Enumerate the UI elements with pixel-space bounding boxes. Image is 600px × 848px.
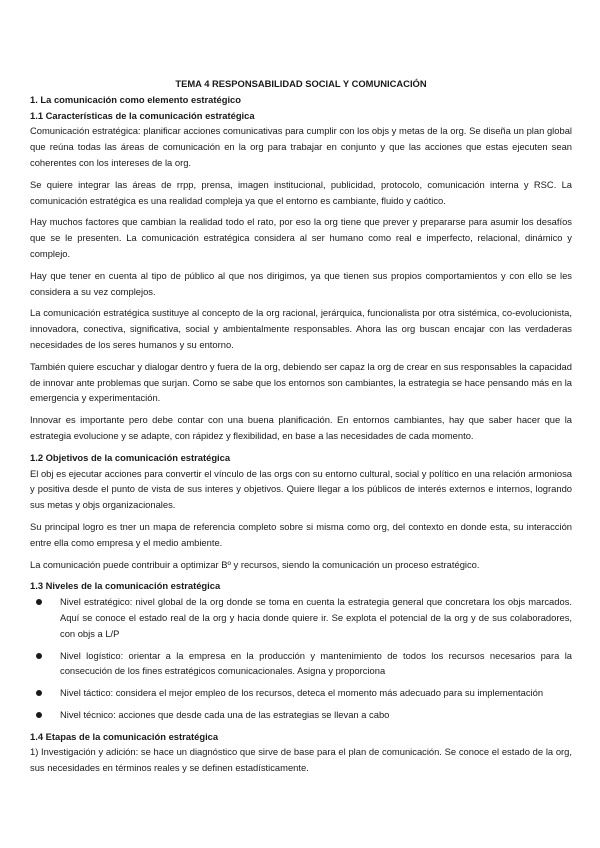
list-item [30, 685, 572, 701]
paragraph: 1) Investigación y adición: se hace un diagnóstico que sirve de base para el plan de comunicación. Se conoce el estado de la org, sus necesidades en términos reales y se definen estadísticamente. [30, 746, 572, 774]
bullet-icon [36, 690, 42, 696]
subsection-heading: 1.4 Etapas de la comunicación estratégica [30, 730, 219, 742]
document-page [30, 76, 572, 782]
list-item-text: Nivel logístico: orientar a la empresa en la producción y mantenimiento de todos los recursos necesarios para la consecución de los fines estratégicos comunicacionales. Asigna y proporciona [60, 649, 572, 677]
list-item-text: Nivel táctico: considera el mejor empleo de los recursos, deteca el momento más adecuado para su implementación [60, 687, 544, 699]
paragraph: El obj es ejecutar acciones para convertir el vínculo de las orgs con su entorno cultural, social y político en una relación armoniosa y positiva desde el punto de vista de sus interes y objetivos. Quiere llegar a los públicos de interés externos e internos, logrando sus metas y objs organizacionales. [30, 467, 572, 511]
subsection-heading: 1.3 Niveles de la comunicación estratégica [30, 580, 221, 592]
paragraph: Hay que tener en cuenta al tipo de público al que nos dirigimos, ya que tienen sus propios comportamientos y con ello se les considera a su vez complejos. [30, 269, 572, 297]
paragraph: Hay muchos factores que cambian la realidad todo el rato, por eso la org tiene que prever y prepararse para asumir los desafíos que se le presenten. La comunicación estratégica considera al ser humano como real e imperfecto, relacional, dinámico y complejo. [30, 216, 572, 259]
paragraph: La comunicación estratégica sustituye al concepto de la org racional, jerárquica, funcionalista por otra sistémica, co-evolucionista, innovadora, conectiva, significativa, social y ambientalmente responsables. Ahora las org buscan encajar con las verdaderas necesidades de los seres humanos y su entorno. [30, 307, 572, 350]
section-heading: 1. La comunicación como elemento estratégico [30, 93, 241, 105]
list-item [30, 594, 572, 641]
paragraph: Se quiere integrar las áreas de rrpp, prensa, imagen institucional, publicidad, protocolo, comunicación interna y RSC. La comunicación estratégica es una realidad compleja ya que el entorno es cambiante, fluido y caótico. [30, 178, 572, 206]
paragraph: La comunicación puede contribuir a optimizar Bº y recursos, siendo la comunicación un proceso estratégico. [30, 558, 480, 570]
levels-list [30, 594, 572, 723]
paragraph: Comunicación estratégica: planificar acciones comunicativas para cumplir con los objs y metas de la org. Se diseña un plan global que reúna todas las áreas de comunicación en la org para trabajar en conjunto y que las acciones que estas ejecuten sean coherentes con los intereses de la org. [30, 125, 572, 168]
bullet-icon [36, 653, 42, 659]
bullet-icon [36, 712, 42, 718]
bullet-icon [36, 599, 42, 605]
list-item-text: Nivel estratégico: nivel global de la org donde se toma en cuenta la estrategia general que concretara los objs marcados. Aquí se conoce el estado real de la org y hacia donde quiere ir. Se explota el potencial de la org y de sus colaboradores, con objs a L/P [60, 596, 572, 639]
list-item-text: Nivel técnico: acciones que desde cada una de las estrategias se llevan a cabo [60, 708, 390, 720]
paragraph: Su principal logro es tner un mapa de referencia completo sobre si misma como org, del contexto en donde esta, su interacción entre ella como empresa y el medio ambiente. [30, 520, 572, 548]
subsection-heading: 1.2 Objetivos de la comunicación estratégica [30, 451, 231, 463]
paragraph: Innovar es importante pero debe contar con una buena planificación. En entornos cambiantes, hay que saber hacer que la estrategia evolucione y se adapte, con rápidez y flexibilidad, en base a las necesidades de cada momento. [30, 414, 572, 441]
subsection-heading: 1.1 Características de la comunicación estratégica [30, 109, 255, 121]
paragraph: También quiere escuchar y dialogar dentro y fuera de la org, debiendo ser capaz la org de crear en sus responsables la capacidad de innovar ante problemas que surjan. Como se sabe que los entornos son cambiantes, la estrategia se hace pensando más en la emergencia y experimentación. [30, 360, 573, 404]
list-item [30, 707, 572, 723]
list-item [30, 648, 572, 680]
document-title: TEMA 4 RESPONSABILIDAD SOCIAL Y COMUNICACIÓN [175, 78, 427, 89]
